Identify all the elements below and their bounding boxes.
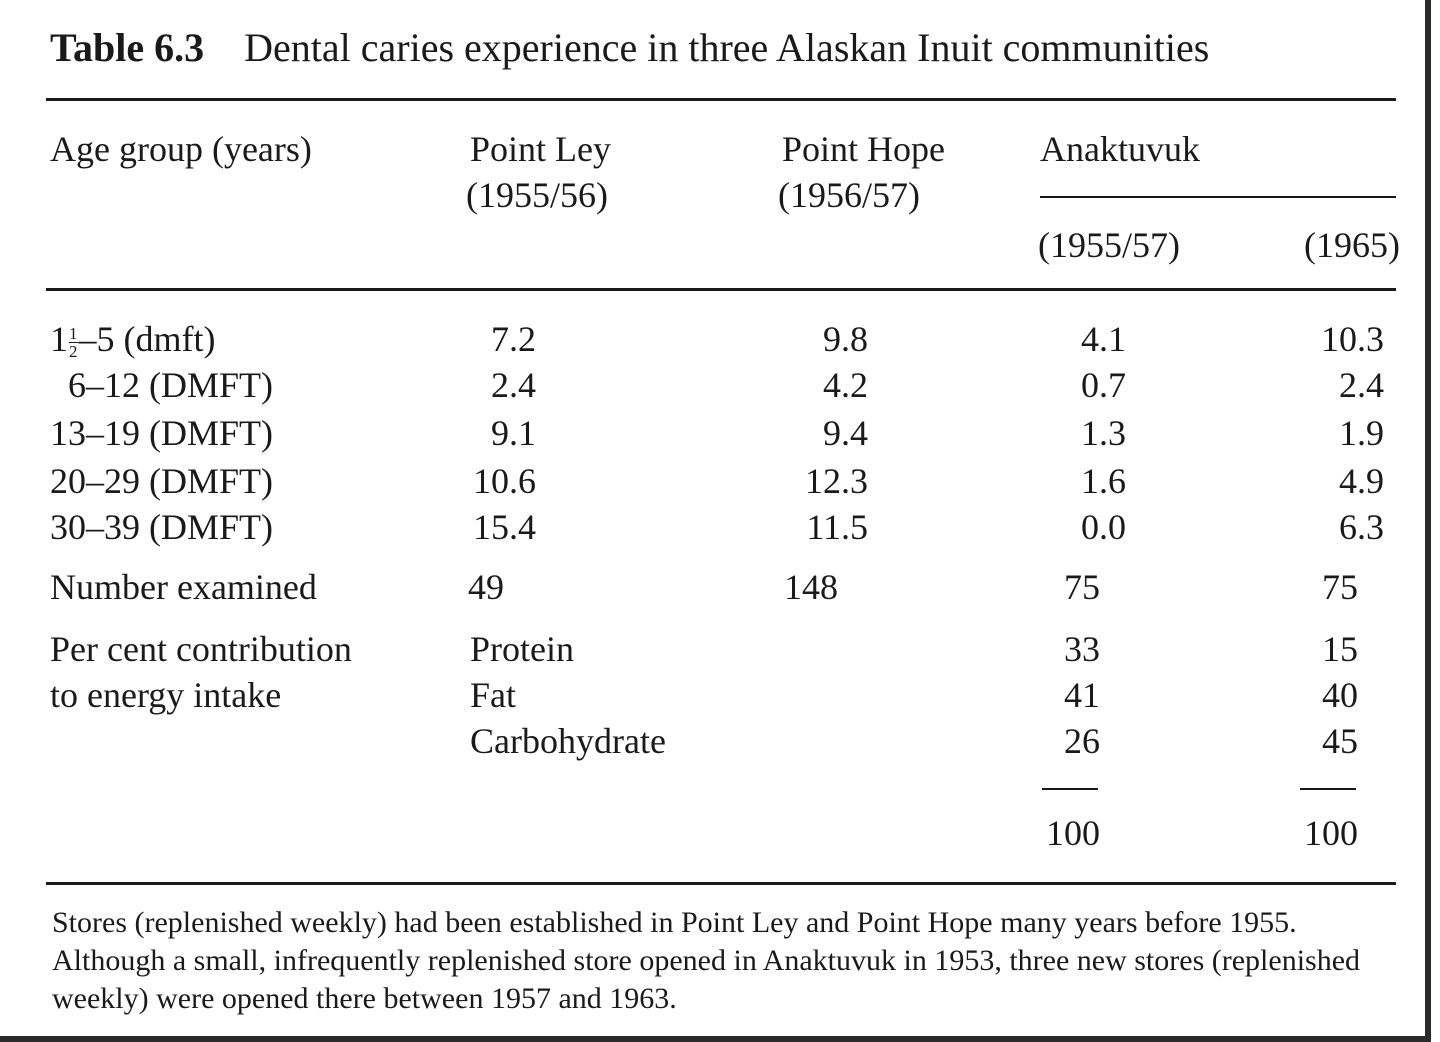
energy-item-anaktuvuk-1965: 15 [1322, 629, 1358, 669]
cell-point-ley: 10.6 [473, 461, 536, 501]
energy-item-anaktuvuk-1955: 33 [1064, 629, 1100, 669]
cell-anaktuvuk-1965: 10.3 [1321, 319, 1384, 359]
number-examined-point-hope: 148 [784, 567, 838, 607]
header-anaktuvuk-1965: (1965) [1304, 225, 1400, 265]
cell-anaktuvuk-1965: 1.9 [1339, 413, 1384, 453]
number-examined-anaktuvuk-1965: 75 [1322, 567, 1358, 607]
header-point-ley-years: (1955/56) [466, 175, 608, 215]
bottom-rule [46, 882, 1396, 885]
header-point-hope: Point Hope [782, 129, 946, 169]
footnote: Stores (replenished weekly) had been established in Point Ley and Point Hope many years before 1955. Although a small, infrequently replenished store opened in Anaktuvuk in 1953, three new stores (replenished weekly) were opened there between 1957 and 1963. [52, 906, 1361, 1015]
header-point-hope-years: (1956/57) [778, 175, 920, 215]
header-age-group: Age group (years) [50, 129, 312, 169]
sum-rule-1955 [1042, 788, 1098, 790]
number-examined-anaktuvuk-1955: 75 [1064, 567, 1100, 607]
energy-total-1955: 100 [1046, 813, 1100, 853]
cell-anaktuvuk-1965: 2.4 [1339, 365, 1384, 405]
energy-label-line1: Per cent contribution [50, 629, 352, 669]
energy-item-name: Protein [470, 629, 574, 669]
cell-point-ley: 15.4 [473, 507, 536, 547]
cell-anaktuvuk-1955: 1.6 [1081, 461, 1126, 501]
energy-item-name: Fat [470, 675, 517, 715]
cell-point-ley: 2.4 [491, 365, 536, 405]
cell-point-hope: 12.3 [805, 461, 868, 501]
energy-item-anaktuvuk-1965: 45 [1322, 721, 1358, 761]
cell-anaktuvuk-1955: 1.3 [1081, 413, 1126, 453]
row-label: 6–12 (DMFT) [68, 365, 273, 405]
cell-point-hope: 11.5 [806, 507, 868, 547]
row-label: 30–39 (DMFT) [50, 507, 273, 547]
energy-item-name: Carbohydrate [470, 721, 666, 761]
cell-anaktuvuk-1955: 0.0 [1081, 507, 1126, 547]
row-label: 13–19 (DMFT) [50, 413, 273, 453]
row-label: 1 $\frac{1}{2}$ –5 (dmft) [50, 319, 216, 362]
header-anaktuvuk: Anaktuvuk [1040, 129, 1200, 169]
energy-item-anaktuvuk-1955: 41 [1064, 675, 1100, 715]
cell-anaktuvuk-1955: 0.7 [1081, 365, 1126, 405]
number-examined-point-ley: 49 [468, 567, 504, 607]
fraction: $\frac{1}{2}$ [69, 324, 78, 362]
row-label: 20–29 (DMFT) [50, 461, 273, 501]
cell-anaktuvuk-1965: 4.9 [1339, 461, 1384, 501]
energy-label-line2: to energy intake [50, 675, 282, 715]
energy-item-anaktuvuk-1955: 26 [1064, 721, 1100, 761]
table-number: Table 6.3 [50, 25, 205, 70]
energy-item-anaktuvuk-1965: 40 [1322, 675, 1358, 715]
cell-point-ley: 9.1 [491, 413, 536, 453]
header-point-ley: Point Ley [470, 129, 611, 169]
cell-point-hope: 9.4 [823, 413, 868, 453]
page-border-bottom [0, 1036, 1431, 1042]
cell-point-ley: 7.2 [491, 319, 536, 359]
header-bottom-rule [46, 288, 1396, 291]
number-examined-label: Number examined [50, 567, 317, 607]
header-anaktuvuk-1955: (1955/57) [1038, 225, 1180, 265]
energy-total-1965: 100 [1304, 813, 1358, 853]
cell-point-hope: 9.8 [823, 319, 868, 359]
page-border-right [1425, 0, 1431, 1042]
top-rule [46, 98, 1396, 101]
cell-anaktuvuk-1965: 6.3 [1339, 507, 1384, 547]
anaktuvuk-spanner-rule [1040, 196, 1396, 198]
table-caption: Dental caries experience in three Alaskan Inuit communities [244, 25, 1210, 70]
sum-rule-1965 [1300, 788, 1356, 790]
cell-point-hope: 4.2 [823, 365, 868, 405]
cell-anaktuvuk-1955: 4.1 [1081, 319, 1126, 359]
table-title [50, 24, 1209, 71]
